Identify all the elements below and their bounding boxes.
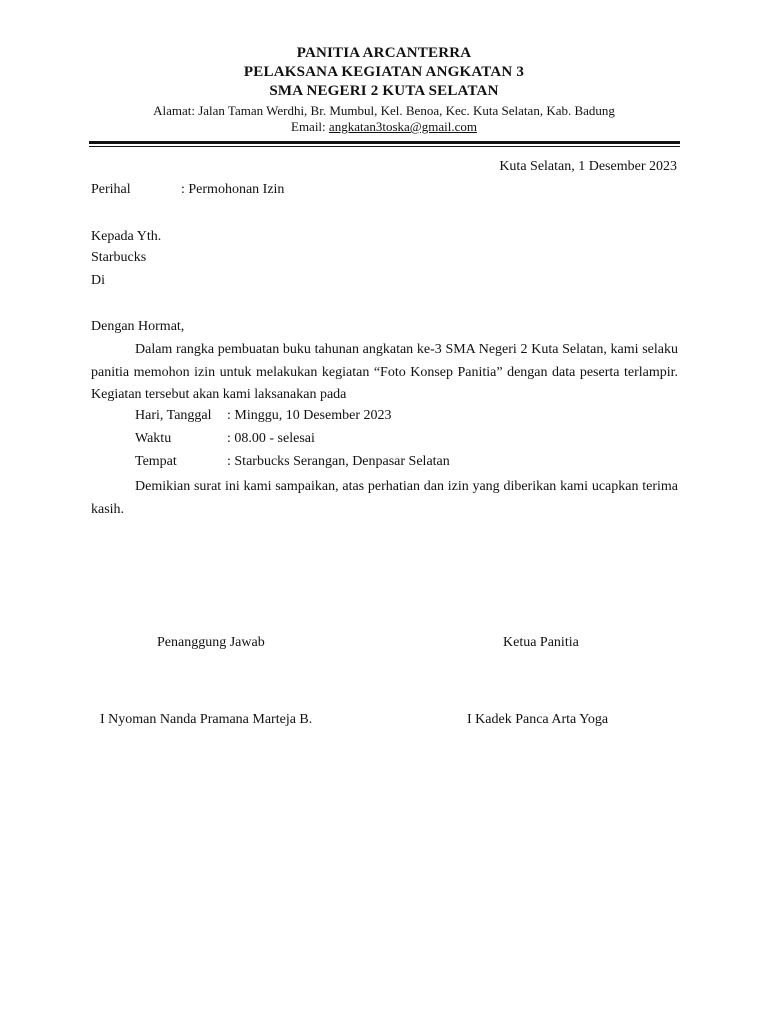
detail-label-time: Waktu — [135, 431, 172, 446]
subject-value: : Permohonan Izin — [181, 182, 285, 197]
detail-value-time: : 08.00 - selesai — [227, 431, 315, 446]
body-paragraph-closing: Demikian surat ini kami sampaikan, atas perhatian dan izin yang diberikan kami ucapkan terima kasih. — [91, 479, 678, 517]
email-label: Email: — [291, 119, 329, 134]
email-link[interactable]: angkatan3toska@gmail.com — [328, 119, 477, 134]
signature-role-right: Ketua Panitia — [503, 635, 579, 650]
signature-role-left: Penanggung Jawab — [157, 635, 265, 650]
signature-name-right: I Kadek Panca Arta Yoga — [467, 712, 609, 727]
letterhead-subtitle: PELAKSANA KEGIATAN ANGKATAN 3 — [243, 64, 525, 80]
letterhead-divider-thick — [89, 141, 680, 144]
detail-label-place: Tempat — [135, 454, 177, 469]
recipient-location: Di — [91, 273, 105, 288]
recipient-salutation: Kepada Yth. — [91, 229, 162, 244]
letterhead-title: PANITIA ARCANTERRA — [296, 45, 472, 61]
subject-label: Perihal — [91, 182, 131, 197]
detail-value-place: : Starbucks Serangan, Denpasar Selatan — [227, 454, 450, 469]
letterhead-address: Alamat: Jalan Taman Werdhi, Br. Mumbul, Kel. Benoa, Kec. Kuta Selatan, Kab. Badung — [153, 103, 615, 118]
signature-name-left: I Nyoman Nanda Pramana Marteja B. — [100, 712, 313, 727]
recipient-name: Starbucks — [91, 250, 147, 265]
letterhead-school: SMA NEGERI 2 KUTA SELATAN — [269, 83, 499, 99]
greeting: Dengan Hormat, — [91, 319, 185, 334]
letter-date: Kuta Selatan, 1 Desember 2023 — [499, 159, 677, 174]
body-paragraph-1: Dalam rangka pembuatan buku tahunan angkatan ke-3 SMA Negeri 2 Kuta Selatan, kami selaku panitia memohon izin untuk melakukan kegiatan “Foto Konsep Panitia” dengan data peserta terlampir. Kegiatan tersebut akan kami laksanakan pada — [91, 342, 678, 402]
letterhead-email-line — [0, 119, 768, 135]
letterhead — [0, 44, 768, 135]
letterhead-divider-thin — [89, 146, 680, 147]
detail-label-date: Hari, Tanggal — [135, 408, 212, 423]
detail-value-date: : Minggu, 10 Desember 2023 — [227, 408, 392, 423]
